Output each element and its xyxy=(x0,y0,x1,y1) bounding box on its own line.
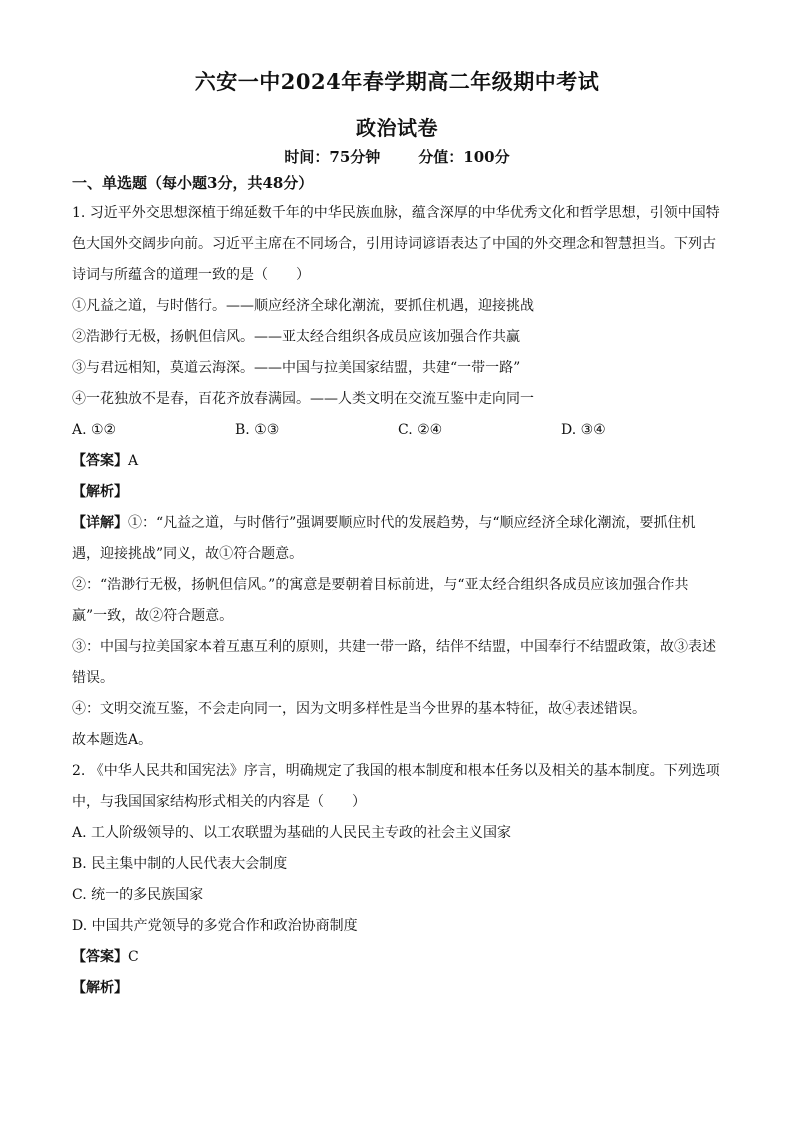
q1-detail-text: ①：“凡益之道，与时偕行”强调要顺应时代的发展趋势，与“顺应经济全球化潮流，要抓住机 xyxy=(128,515,696,531)
q2-answer-value: C xyxy=(128,949,139,965)
exam-time: 时间：75分钟 xyxy=(284,148,381,166)
q1-conclusion: 故本题选A。 xyxy=(72,732,153,748)
q1-stem-line: 色大国外交阔步向前。习近平主席在不同场合，引用诗词谚语表达了中国的外交理念和智慧担当。下列古 xyxy=(72,236,716,252)
q2-answer xyxy=(72,942,724,973)
q1-analysis-tag: 【解析】 xyxy=(72,484,128,500)
q1-answer-tag: 【答案】 xyxy=(72,453,128,469)
q1-answer xyxy=(72,446,724,477)
q1-stem-line: 诗词与所蕴含的道理一致的是（ ） xyxy=(72,267,310,283)
q2-analysis-tag: 【解析】 xyxy=(72,980,128,996)
exam-score: 分值：100分 xyxy=(418,148,510,166)
exam-meta xyxy=(0,146,794,167)
exam-title: 六安一中2024年春学期高二年级期中考试 xyxy=(194,69,600,94)
section-heading: 一、单选题（每小题3分，共48分） xyxy=(72,174,314,192)
question-2 xyxy=(72,756,724,1004)
q2-answer-tag: 【答案】 xyxy=(72,949,128,965)
q1-item: ②浩渺行无极，扬帆但信风。——亚太经合组织各成员应该加强合作共赢 xyxy=(72,329,520,345)
q1-detail-line: ②：“浩渺行无极，扬帆但信风。”的寓意是要朝着目标前进，与“亚太经合组织各成员应该加强合作共 xyxy=(72,577,689,593)
q1-detail-line: 赢”一致，故②符合题意。 xyxy=(72,608,234,624)
question-1 xyxy=(72,198,724,756)
q2-option-b: B. 民主集中制的人民代表大会制度 xyxy=(72,856,288,872)
q1-detail-line xyxy=(72,508,724,539)
q1-detail-line: ③：中国与拉美国家本着互惠互利的原则，共建一带一路，结伴不结盟，中国奉行不结盟政策，故③表述 xyxy=(72,639,716,655)
q2-stem-line: 中，与我国国家结构形式相关的内容是（ ） xyxy=(72,794,366,810)
q1-option-b: B. ①③ xyxy=(235,422,280,438)
q1-detail-tag: 【详解】 xyxy=(72,515,128,531)
q1-options xyxy=(72,415,724,446)
q1-answer-value: A xyxy=(128,453,139,469)
q2-option-c: C. 统一的多民族国家 xyxy=(72,887,204,903)
q1-option-d: D. ③④ xyxy=(561,422,606,438)
q1-item: ④一花独放不是春，百花齐放春满园。——人类文明在交流互鉴中走向同一 xyxy=(72,391,534,407)
exam-subtitle: 政治试卷 xyxy=(356,116,438,140)
q1-item: ③与君远相知，莫道云海深。——中国与拉美国家结盟，共建“一带一路” xyxy=(72,360,521,376)
q1-option-a: A. ①② xyxy=(72,422,117,438)
q1-option-c: C. ②④ xyxy=(398,422,443,438)
exam-content xyxy=(72,172,724,1004)
q2-option-a: A. 工人阶级领导的、以工农联盟为基础的人民民主专政的社会主义国家 xyxy=(72,825,512,841)
q2-option-d: D. 中国共产党领导的多党合作和政治协商制度 xyxy=(72,918,358,934)
q2-stem-line: 2. 《中华人民共和国宪法》序言，明确规定了我国的根本制度和根本任务以及相关的基本制度。下列选项 xyxy=(72,763,720,779)
q1-stem-line: 1. 习近平外交思想深植于绵延数千年的中华民族血脉，蕴含深厚的中华优秀文化和哲学思想，引领中国特 xyxy=(72,205,720,221)
q1-item: ①凡益之道，与时偕行。——顺应经济全球化潮流，要抓住机遇，迎接挑战 xyxy=(72,298,534,314)
q1-detail-line: 遇，迎接挑战”同义，故①符合题意。 xyxy=(72,546,304,562)
q1-detail-line: ④：文明交流互鉴，不会走向同一，因为文明多样性是当今世界的基本特征，故④表述错误。 xyxy=(72,701,646,717)
q1-detail-line: 错误。 xyxy=(72,670,114,686)
